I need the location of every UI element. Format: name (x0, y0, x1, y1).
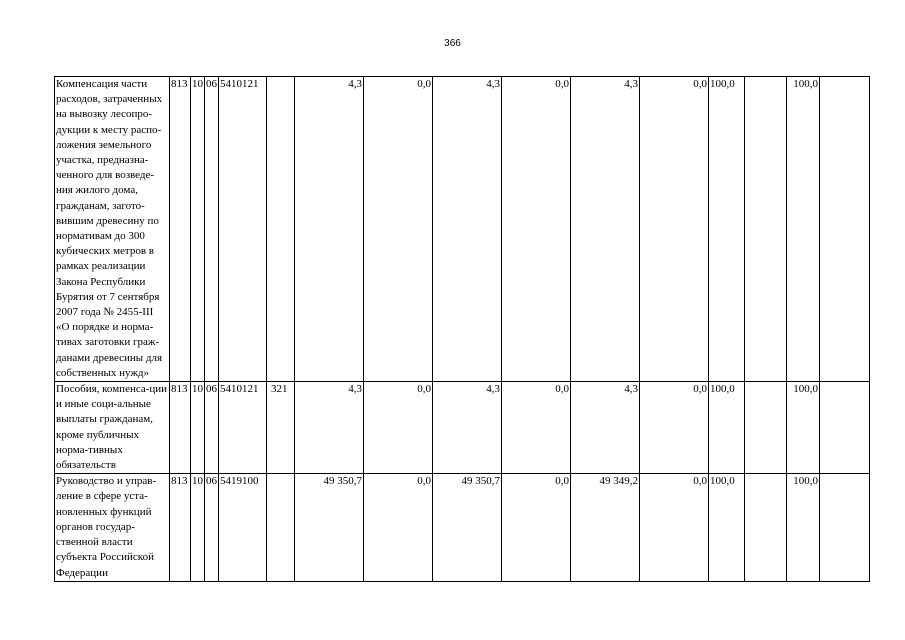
row-name: Пособия, компенса-ции и иные соци-альные выплаты гражданам, кроме публичных норма-тивных обязательств (55, 382, 170, 474)
grbs-code: 813 (170, 77, 191, 382)
value-cell: 0,0 (502, 474, 571, 581)
value-cell: 0,0 (640, 474, 709, 581)
percent-cell (745, 382, 787, 474)
percent-cell: 100,0 (787, 77, 820, 382)
table-row (55, 77, 870, 382)
value-cell: 4,3 (433, 382, 502, 474)
budget-table (54, 76, 870, 582)
percent-cell (820, 474, 870, 581)
value-cell: 49 349,2 (571, 474, 640, 581)
subsection-code: 06 (205, 474, 219, 581)
target-article-code: 5410121 (219, 382, 267, 474)
value-cell: 0,0 (364, 474, 433, 581)
value-cell: 0,0 (502, 77, 571, 382)
value-cell: 49 350,7 (433, 474, 502, 581)
value-cell: 4,3 (295, 77, 364, 382)
value-cell: 0,0 (640, 382, 709, 474)
percent-cell: 100,0 (787, 474, 820, 581)
row-name: Руководство и управ-ление в сфере уста-новленных функций органов государ-ственной власти субъекта Российской Федерации (55, 474, 170, 581)
subsection-code: 06 (205, 382, 219, 474)
percent-cell: 100,0 (787, 382, 820, 474)
value-cell: 4,3 (571, 77, 640, 382)
value-cell: 4,3 (433, 77, 502, 382)
value-cell: 49 350,7 (295, 474, 364, 581)
table-row (55, 382, 870, 474)
grbs-code: 813 (170, 474, 191, 581)
value-cell: 0,0 (364, 382, 433, 474)
subsection-code: 06 (205, 77, 219, 382)
percent-cell (745, 474, 787, 581)
target-article-code: 5419100 (219, 474, 267, 581)
value-cell: 0,0 (502, 382, 571, 474)
percent-cell: 100,0 (709, 474, 745, 581)
percent-cell (820, 382, 870, 474)
table-row (55, 474, 870, 581)
percent-cell: 100,0 (709, 382, 745, 474)
section-code: 10 (191, 382, 205, 474)
percent-cell (820, 77, 870, 382)
percent-cell (745, 77, 787, 382)
page-number: 366 (444, 38, 461, 49)
grbs-code: 813 (170, 382, 191, 474)
expense-type-code: 321 (267, 382, 295, 474)
value-cell: 0,0 (364, 77, 433, 382)
expense-type-code (267, 474, 295, 581)
row-name: Компенсация части расходов, затраченных на вывозку лесопро-дукции к месту распо-ложения земельного участка, предназна-ченного для возведе-ния жилого дома, гражданам, загото-вившим древесину по нормативам до 300 кубических метров в рамках реализации Закона Республики Бурятия от 7 сентября 2007 года № 2455-III «О порядке и норма-тивах заготовки граж-данами древесины для собственных нужд» (55, 77, 170, 382)
value-cell: 4,3 (571, 382, 640, 474)
value-cell: 4,3 (295, 382, 364, 474)
expense-type-code (267, 77, 295, 382)
value-cell: 0,0 (640, 77, 709, 382)
section-code: 10 (191, 77, 205, 382)
section-code: 10 (191, 474, 205, 581)
percent-cell: 100,0 (709, 77, 745, 382)
target-article-code: 5410121 (219, 77, 267, 382)
